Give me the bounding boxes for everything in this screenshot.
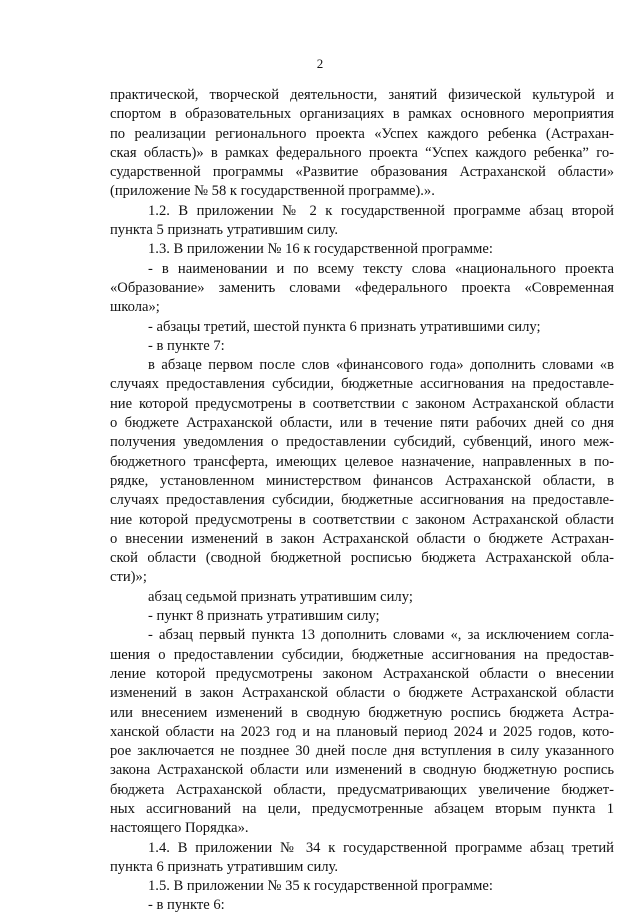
text-line: ление которой предусмотрены законом Астраханской области о внесении bbox=[110, 665, 614, 682]
text-line: бюджетного трансферта, имеющих целевое назначение, направленных в по- bbox=[110, 453, 614, 470]
text-line: рое заключается не позднее 30 дней после дня вступления в силу указанного bbox=[110, 743, 614, 760]
text-line: сударственной программы «Развитие образования Астраханской области» bbox=[110, 164, 614, 181]
text-line: школа»; bbox=[110, 299, 160, 316]
text-line: ханской области на 2023 год и на плановый период 2024 и 2025 годов, кото- bbox=[110, 723, 614, 740]
text-line: по реализации регионального проекта «Успех каждого ребенка (Астрахан- bbox=[110, 125, 614, 142]
text-line: о внесении изменений в закон Астраханской области о бюджете Астрахан- bbox=[110, 530, 614, 547]
text-line: сти)»; bbox=[110, 569, 147, 586]
text-line: бюджета Астраханской области, предусматривающих увеличение бюджет- bbox=[110, 781, 614, 798]
text-line: - в наименовании и по всему тексту слова «национального проекта bbox=[148, 260, 614, 277]
text-line: закона Астраханской области или изменений в сводную бюджетную роспись bbox=[110, 762, 614, 779]
text-line: - абзацы третий, шестой пункта 6 признать утратившими силу; bbox=[148, 318, 541, 335]
document-body bbox=[110, 86, 614, 916]
text-line: (приложение № 58 к государственной программе).». bbox=[110, 183, 435, 200]
text-line: случаях предоставления субсидии, бюджетные ассигнования на предоставле- bbox=[110, 376, 614, 393]
text-line: спортом в образовательных организациях в рамках основного мероприятия bbox=[110, 106, 614, 123]
text-line: 1.2. В приложении № 2 к государственной программе абзац второй bbox=[148, 202, 614, 219]
text-line: - абзац первый пункта 13 дополнить словами «, за исключением согла- bbox=[148, 627, 614, 644]
text-line: ние которой предусмотрены в соответствии с законом Астраханской области bbox=[110, 511, 614, 528]
text-line: абзац седьмой признать утратившим силу; bbox=[148, 588, 413, 605]
text-line: случаях предоставления субсидии, бюджетные ассигнования на предоставле- bbox=[110, 492, 614, 509]
text-line: 1.3. В приложении № 16 к государственной программе: bbox=[148, 241, 493, 258]
text-line: настоящего Порядка». bbox=[110, 820, 249, 837]
text-line: шения о предоставлении субсидии, бюджетные ассигнования на предостав- bbox=[110, 646, 614, 663]
page-number: 2 bbox=[316, 56, 324, 71]
text-line: пункта 6 признать утратившим силу. bbox=[110, 858, 339, 875]
text-line: - в пункте 6: bbox=[148, 897, 225, 914]
text-line: ская область)» в рамках федерального проекта “Успех каждого ребенка” го- bbox=[110, 144, 614, 161]
text-line: ние которой предусмотрены в соответствии с законом Астраханской области bbox=[110, 395, 614, 412]
text-line: или внесением изменений в сводную бюджетную роспись бюджета Астра- bbox=[110, 704, 614, 721]
text-line: в абзаце первом после слов «финансового года» дополнить словами «в bbox=[148, 357, 614, 374]
text-line: - в пункте 7: bbox=[148, 337, 225, 354]
text-line: ской области (сводной бюджетной росписью бюджета Астраханской обла- bbox=[110, 550, 614, 567]
text-line: ных ассигнований на цели, предусмотренные абзацем вторым пункта 1 bbox=[110, 800, 614, 817]
text-line: пункта 5 признать утратившим силу. bbox=[110, 222, 339, 239]
text-line: рядке, установленном министерством финансов Астраханской области, в bbox=[110, 472, 614, 489]
text-line: о бюджете Астраханской области, или в течение пяти рабочих дней со дня bbox=[110, 415, 614, 432]
text-line: практической, творческой деятельности, занятий физической культурой и bbox=[110, 87, 614, 103]
text-line: «Образование» заменить словами «федерального проекта «Современная bbox=[110, 279, 614, 296]
text-line: 1.4. В приложении № 34 к государственной программе абзац третий bbox=[148, 839, 614, 856]
text-line: - пункт 8 признать утратившим силу; bbox=[148, 608, 380, 625]
text-line: 1.5. В приложении № 35 к государственной программе: bbox=[148, 878, 493, 895]
text-line: изменений в закон Астраханской области о бюджете Астраханской области bbox=[110, 685, 614, 702]
text-line: получения уведомления о предоставлении субсидий, субвенций, иного меж- bbox=[110, 434, 614, 451]
